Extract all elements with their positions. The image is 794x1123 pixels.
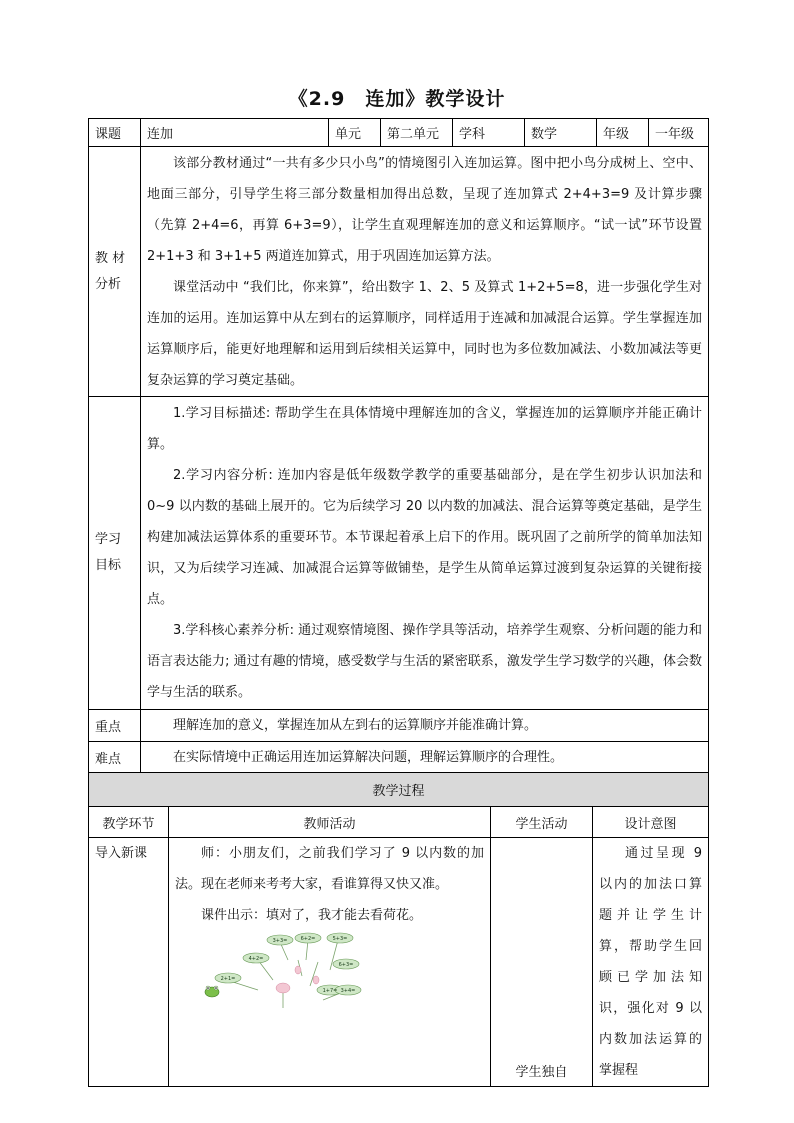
process-heading: 教学过程 xyxy=(89,773,709,807)
lotus-label: 2+1= xyxy=(220,976,236,982)
info-row xyxy=(89,119,709,147)
lotus-label: 6+3= xyxy=(338,962,354,968)
goals-paragraph-2: 2.学习内容分析: 连加内容是低年级数学教学的重要基础部分，是在学生初步认识加法和 0~9 以内数的基础上展开的。它为后续学习 20 以内数的加减法、混合运算等奠定基础，是学生构建加减法运算体系的重要环节。本节课起着承上启下的作用。既巩固了之前所学的简单加法知识，又为后续学习连减、加减混合运算等做铺垫，是学生从简单运算过渡到复杂运算的关键衔接点。 xyxy=(147,468,702,607)
lesson-info-table xyxy=(88,118,709,774)
unit-value: 第二单元 xyxy=(381,119,453,147)
lotus-label: 3+4= xyxy=(340,988,356,994)
stage-intro: 导入新课 xyxy=(89,838,169,1087)
lotus-bud xyxy=(295,966,301,974)
key-point-row xyxy=(89,710,709,742)
difficulty-text xyxy=(141,742,709,774)
key-point-paragraph: 理解连加的意义，掌握连加从左到右的运算顺序并能准确计算。 xyxy=(173,718,538,733)
lotus-label: 3+3= xyxy=(272,938,288,944)
analysis-label: 教 材 分析 xyxy=(89,147,141,397)
topic-value: 连加 xyxy=(141,119,329,147)
grade-value: 一年级 xyxy=(649,119,709,147)
topic-label: 课题 xyxy=(89,119,141,147)
col-stage-header: 教学环节 xyxy=(89,807,169,838)
process-header-row xyxy=(89,807,709,838)
analysis-paragraph-2: 课堂活动中 “我们比，你来算”，给出数字 1、2、5 及算式 1+2+5=8，进一步强化学生对连加的运用。连加运算中从左到右的运算顺序，同样适用于连减和加减混合运算。学生掌握连加运算顺序后，能更好地理解和运用到后续相关运算中，同时也为多位数加减法、小数加减法等更复杂运算的学习奠定基础。 xyxy=(147,279,702,388)
lotus-label: 1+7= xyxy=(322,988,338,994)
teacher-activity-paragraph-1: 师：小朋友们，之前我们学习了 9 以内数的加法。现在老师来考考大家，看谁算得又快又准。 xyxy=(175,846,484,892)
difficulty-paragraph: 在实际情境中正确运用连加运算解决问题，理解运算顺序的合理性。 xyxy=(173,750,564,765)
lotus-label: 6+2= xyxy=(300,936,316,942)
goals-paragraph-1: 1.学习目标描述: 帮助学生在具体情境中理解连加的含义，掌握连加的运算顺序并能正确计算。 xyxy=(147,406,702,452)
lotus-stems xyxy=(233,940,343,1008)
lotus-label: 4+2= xyxy=(248,956,264,962)
key-point-text xyxy=(141,710,709,742)
goals-paragraph-3: 3.学科核心素养分析: 通过观察情境图、操作学具等活动，培养学生观察、分析问题的能力和语言表达能力; 通过有趣的情境，感受数学与生活的紧密联系，激发学生学习数学的兴趣，体会数学与生活的联系。 xyxy=(147,623,702,700)
col-student-header: 学生活动 xyxy=(491,807,593,838)
goals-row xyxy=(89,397,709,710)
difficulty-row xyxy=(89,742,709,774)
process-heading-row xyxy=(89,773,709,807)
design-intent-paragraph: 通过呈现 9 以内的加法口算题并让学生计算，帮助学生回顾已学加法知识，强化对 9 以内数加法运算的掌握程 xyxy=(599,846,703,1078)
col-teacher-header: 教师活动 xyxy=(169,807,491,838)
design-intent-intro xyxy=(593,838,709,1087)
student-activity-intro: 学生独自 xyxy=(491,838,593,1087)
lotus-flower xyxy=(276,983,290,993)
goals-content xyxy=(141,397,709,710)
frog-icon xyxy=(205,986,219,997)
key-point-label: 重点 xyxy=(89,710,141,742)
teacher-activity-paragraph-2: 课件出示：填对了，我才能去看荷花。 xyxy=(201,908,423,923)
col-design-header: 设计意图 xyxy=(593,807,709,838)
page-title: 《2.9 连加》教学设计 xyxy=(288,88,506,110)
lotus-bud xyxy=(313,976,319,984)
analysis-row xyxy=(89,147,709,397)
lotus-pond-illustration xyxy=(198,930,368,1008)
teaching-process-table xyxy=(88,772,709,1087)
subject-label: 学科 xyxy=(453,119,525,147)
difficulty-label: 难点 xyxy=(89,742,141,774)
goals-label: 学习 目标 xyxy=(89,397,141,710)
process-row-intro xyxy=(89,838,709,1087)
subject-value: 数学 xyxy=(525,119,597,147)
unit-label: 单元 xyxy=(329,119,381,147)
lotus-label: 5+3= xyxy=(332,936,348,942)
analysis-paragraph-1: 该部分教材通过“一共有多少只小鸟”的情境图引入连加运算。图中把小鸟分成树上、空中、地面三部分，引导学生将三部分数量相加得出总数，呈现了连加算式 2+4+3=9 及计算步骤（先算 2+4=6，再算 6+3=9），让学生直观理解连加的意义和运算顺序。“试一试”环节设置 2+1+3 和 3+1+5 两道连加算式，用于巩固连加运算方法。 xyxy=(147,155,702,264)
analysis-content xyxy=(141,147,709,397)
grade-label: 年级 xyxy=(597,119,649,147)
